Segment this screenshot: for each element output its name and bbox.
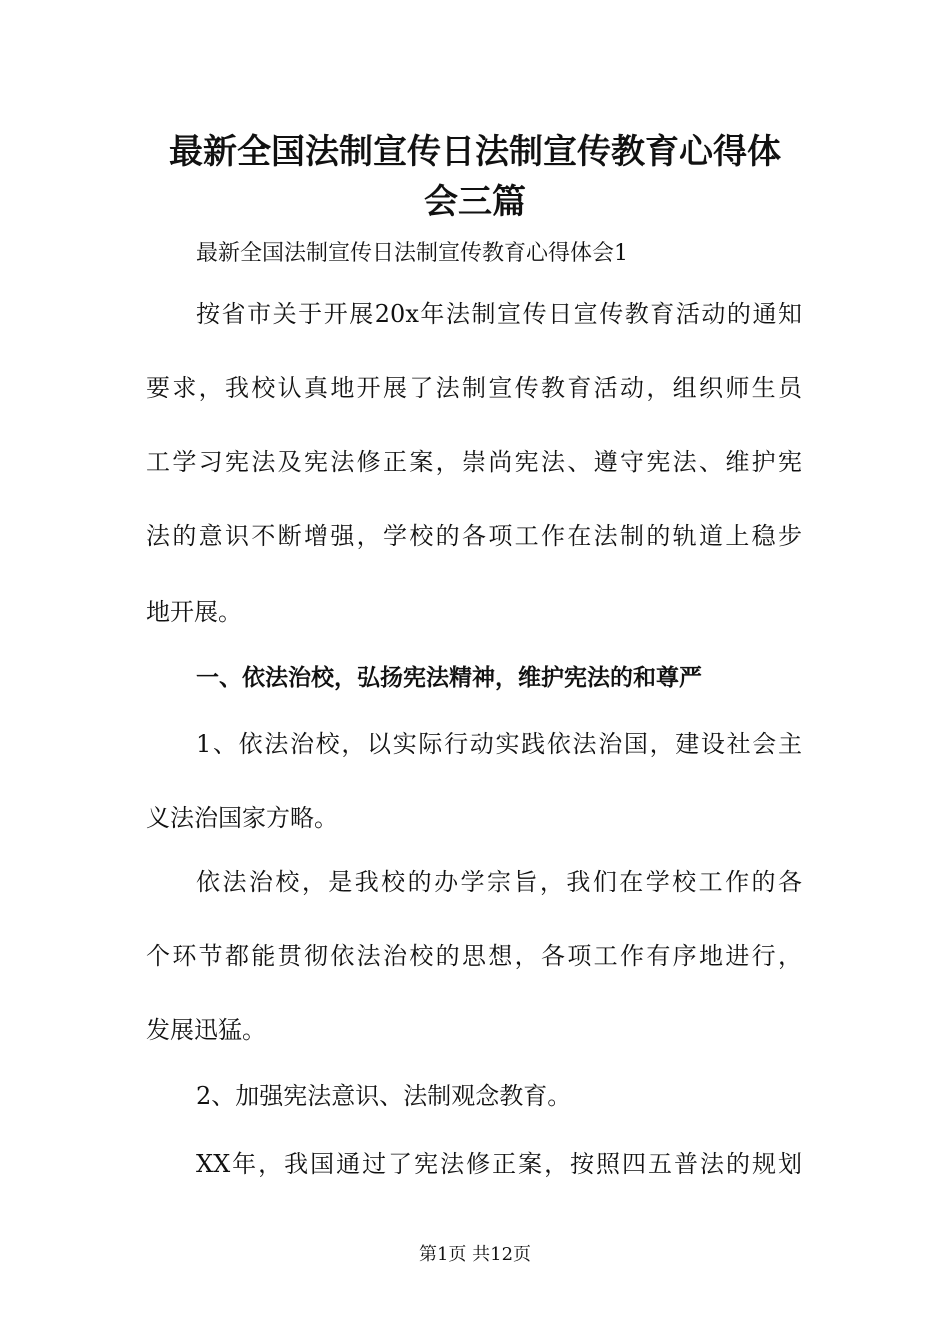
paragraph-line: 工学习宪法及宪法修正案，崇尚宪法、遵守宪法、维护宪 bbox=[146, 448, 802, 476]
paragraph-line: 2、加强宪法意识、法制观念教育。 bbox=[196, 1082, 572, 1110]
paragraph-line: 1、依法治校，以实际行动实践依法治国，建设社会主 bbox=[196, 730, 802, 758]
document-title-line-2: 会三篇 bbox=[424, 182, 526, 222]
paragraph-line: 地开展。 bbox=[146, 598, 242, 626]
paragraph-line: XX年，我国通过了宪法修正案，按照四五普法的规划 bbox=[196, 1150, 802, 1178]
paragraph-line: 要求，我校认真地开展了法制宣传教育活动，组织师生员 bbox=[146, 374, 802, 402]
document-title-line-1: 最新全国法制宣传日法制宣传教育心得体 bbox=[169, 132, 781, 172]
paragraph-line: 法的意识不断增强，学校的各项工作在法制的轨道上稳步 bbox=[146, 522, 802, 550]
paragraph-line: 按省市关于开展20x年法制宣传日宣传教育活动的通知 bbox=[196, 300, 802, 328]
document-subtitle: 最新全国法制宣传日法制宣传教育心得体会1 bbox=[196, 241, 628, 266]
paragraph-line: 依法治校，是我校的办学宗旨，我们在学校工作的各 bbox=[196, 868, 802, 896]
paragraph-line: 义法治国家方略。 bbox=[146, 804, 338, 832]
section-heading: 一、依法治校，弘扬宪法精神，维护宪法的和尊严 bbox=[196, 665, 702, 691]
paragraph-line: 个环节都能贯彻依法治校的思想，各项工作有序地进行， bbox=[146, 942, 802, 970]
paragraph-line: 发展迅猛。 bbox=[146, 1016, 266, 1044]
page-number-footer: 第1页 共12页 bbox=[418, 1244, 532, 1265]
